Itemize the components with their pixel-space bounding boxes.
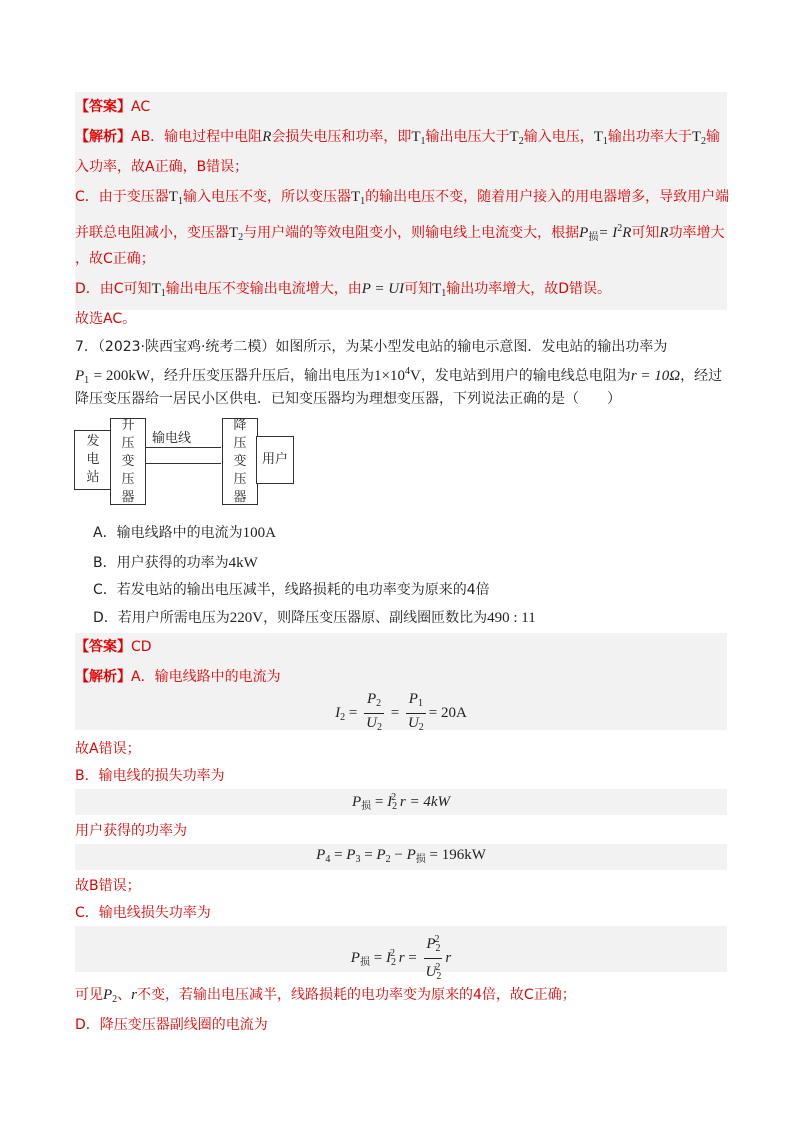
text: 可见 [75, 987, 103, 1003]
option-value: 220V [229, 610, 264, 626]
option-text: A．输电线路中的电流为 [93, 525, 243, 541]
subscript: 1 [441, 288, 447, 299]
q7-stem-line-1: 7．（2023·陕西宝鸡·统考二模）如图所示，为某小型发电站的输电示意图．发电站的输出功率为 [75, 339, 668, 355]
subscript: 损 [588, 232, 599, 243]
user-box [256, 436, 294, 484]
option-value: 4kW [228, 555, 258, 571]
text: 输入电压不变，所以变压器 [182, 189, 351, 205]
formula-loss-power-2: $P_损 = I_2^2$ r = $\frac{P_2^2}{U_2^2}$ r [75, 931, 727, 986]
option-a [93, 523, 276, 543]
option-value: 100A [242, 525, 276, 541]
answer-tag: 【答案】 [75, 99, 131, 115]
label: 降压变压器 [233, 417, 247, 505]
power-station-box [74, 430, 112, 490]
q6-analysis-line-2: 入功率，故A正确，B错误； [75, 159, 249, 175]
subscript: 2 [238, 232, 244, 243]
option-text: ，则降压变压器原、副线圈匝数比为 [263, 610, 488, 626]
symbol: P [579, 225, 589, 241]
p1-value: = 200kW [93, 368, 150, 384]
mantissa: 1×10 [374, 368, 405, 384]
subscript: 1 [177, 196, 183, 207]
subscript: 1 [420, 136, 426, 147]
result: r = 4kW [399, 794, 450, 810]
subscript: 1 [160, 288, 166, 299]
symbol: T [432, 281, 442, 297]
math-T2 [692, 129, 706, 145]
q7-answer-block [75, 633, 727, 660]
option-b [93, 553, 258, 573]
q7-d-intro: D．降压变压器副线圈的电流为 [75, 1017, 268, 1033]
math-P-UI: P = UI [361, 281, 405, 297]
math-R: R [659, 225, 669, 241]
label: 升压变压器 [121, 417, 135, 505]
math-T2 [229, 225, 243, 241]
math-T1 [351, 189, 365, 205]
q7-stem-line-2 [75, 362, 722, 391]
text: 输 [706, 129, 721, 145]
text: 的输出电压不变，随着用户接入的用电器增多，导致用户端 [365, 189, 730, 205]
label: 发电站 [86, 434, 100, 485]
text: AB．输电过程中电阻 [131, 129, 263, 145]
equation-tail: R [622, 225, 632, 241]
math-T2 [510, 129, 524, 145]
symbol: T [509, 129, 519, 145]
transmission-line-label: 输电线 [152, 431, 192, 446]
resistance-value: r = 10Ω [630, 368, 681, 384]
transmission-wire-bottom [145, 463, 221, 464]
q7-a-conclusion: 故A错误； [75, 741, 141, 757]
text: 输出电压大于 [425, 129, 510, 145]
subscript: 1 [602, 136, 608, 147]
text: 功率增大 [668, 225, 725, 241]
superscript: 2 [617, 223, 623, 234]
result: = 196kW [429, 847, 486, 863]
text: 与用户端的等效电阻变小，则输电线上电流变大，根据 [243, 225, 580, 241]
q6-answer-line [75, 97, 150, 117]
result: = 20A [428, 704, 467, 721]
option-text: B．用户获得的功率为 [93, 555, 229, 571]
answer-tag: 【答案】 [75, 639, 131, 655]
q6-analysis-line-4 [75, 219, 725, 248]
q6-analysis-line-6 [75, 279, 611, 304]
q7-b-conclusion: 故B错误； [75, 878, 141, 894]
q6-analysis-line-5: ，故C正确； [75, 251, 155, 267]
exponent: 4 [404, 366, 410, 377]
step-up-transformer-box [110, 418, 146, 505]
text: D．由C可知 [75, 281, 152, 297]
option-c [93, 580, 490, 600]
text: 、 [117, 987, 132, 1003]
text: 可知 [404, 281, 433, 297]
q7-stem-line-3: 降压变压器给一居民小区供电．已知变压器均为理想变压器，下列说法正确的是（ ） [75, 391, 621, 407]
label: 用户 [261, 452, 288, 467]
option-text: D．若用户所需电压为 [93, 610, 230, 626]
q6-analysis-line-1 [75, 127, 720, 152]
subscript: 1 [84, 375, 90, 386]
symbol: T [168, 189, 178, 205]
text: 输出电压不变输出电流增大，由 [165, 281, 362, 297]
symbol: T [411, 129, 421, 145]
math-P1: $P_1$ [75, 368, 90, 386]
text: 并联总电阻减小，变压器 [75, 225, 229, 241]
formula-loss-power: $P_损 = I_2^2$ r = 4kW [351, 792, 450, 812]
q6-analysis-line-3 [75, 187, 729, 212]
step-down-transformer-box [222, 418, 258, 505]
math-T1 [152, 281, 166, 297]
symbol: T [350, 189, 361, 205]
q7-analysis-line-a [75, 667, 281, 687]
math-T1 [169, 189, 183, 205]
text: ，经过 [680, 368, 723, 384]
text: 输出功率大于 [607, 129, 692, 145]
text: 不变，若输出电压减半，线路损耗的电功率变为原来的4倍，故C正确； [137, 987, 576, 1003]
subscript: 2 [701, 136, 707, 147]
math-T1 [432, 281, 446, 297]
q7-user-power-intro: 用户获得的功率为 [75, 823, 187, 839]
math-P-loss [579, 225, 631, 241]
answer-value: AC [131, 99, 151, 115]
symbol: T [691, 129, 702, 145]
voltage-value [374, 368, 421, 384]
formula-user-power: $P_4 = P_3 = P_2 - P_损 = 196kW$ [316, 847, 486, 865]
equation: = I [598, 225, 618, 241]
math-T1 [594, 129, 608, 145]
symbol: T [229, 225, 239, 241]
subscript: 2 [518, 136, 524, 147]
math-R: R [262, 129, 272, 145]
text: 输出功率增大，故D错误。 [446, 281, 612, 297]
text: ，经升压变压器升压后，输出电压为 [150, 368, 374, 384]
analysis-tag: 【解析】 [75, 129, 131, 145]
analysis-tag: 【解析】 [75, 669, 131, 685]
unit: V [409, 368, 421, 384]
q6-conclusion: 故选AC。 [75, 311, 137, 327]
text: C．由于变压器 [75, 189, 169, 205]
text: 会损失电压和功率，即 [271, 129, 412, 145]
q7-c-note: 可见$P_2$、r不变，若输出电压减半，线路损耗的电功率变为原来的4倍，故C正确； [75, 987, 576, 1005]
text: 输入电压， [523, 129, 594, 145]
q7-b-intro: B．输电线的损失功率为 [75, 768, 225, 784]
q7-c-intro: C．输电线损失功率为 [75, 905, 211, 921]
answer-value: CD [131, 639, 152, 655]
formula-current: $I_2$ = $\frac{P_2}{U_2}$ = $\frac{P_1}{U_2}$ = 20A [335, 691, 467, 733]
text: ，发电站到用户的输电线总电阻为 [420, 368, 631, 384]
transmission-wire-top [145, 447, 221, 448]
option-d [93, 608, 536, 628]
text: 可知 [631, 225, 660, 241]
symbol: T [593, 129, 603, 145]
option-text: C．若发电站的输出电压减半，线路损耗的电功率变为原来的4倍 [93, 582, 490, 598]
math-T1 [411, 129, 425, 145]
subscript: 1 [360, 196, 366, 207]
text: A．输电线路中的电流为 [131, 669, 281, 685]
symbol: T [151, 281, 161, 297]
q7-answer-line [75, 637, 152, 657]
option-value: 490 : 11 [487, 610, 536, 626]
